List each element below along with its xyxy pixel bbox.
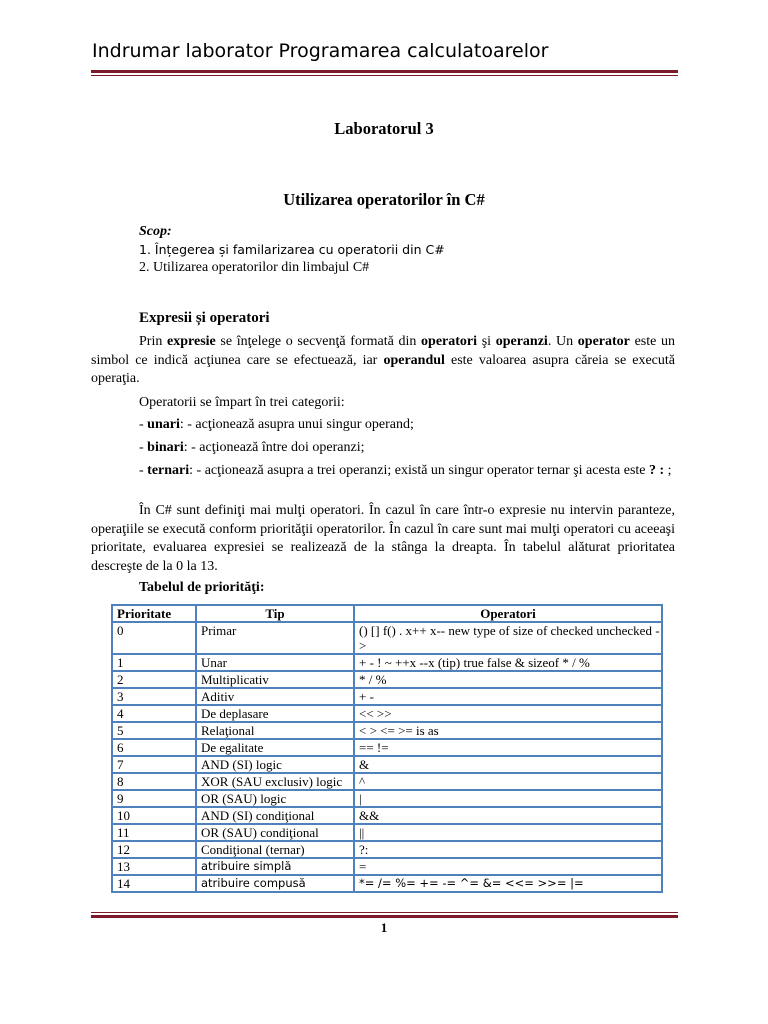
cell-operators: & (354, 756, 662, 773)
text: se înţelege o secvenţă formată din (215, 334, 422, 349)
table-row (112, 722, 662, 739)
cell-operators: || (354, 824, 662, 841)
cell-operators: | (354, 790, 662, 807)
text: este valoarea asupra căreia se execută operaţia. (91, 352, 676, 386)
footer-rule (91, 915, 678, 918)
cell-operators: *= /= %= += -= ^= &= <<= >>= |= (354, 875, 662, 892)
cell-priority: 3 (112, 688, 196, 705)
ternary-operator: ? : (649, 463, 665, 478)
scope-label: Scop: (139, 224, 172, 239)
term-operanzi: operanzi (495, 334, 548, 349)
cell-operators: << >> (354, 705, 662, 722)
table-row (112, 622, 662, 654)
document-title: Utilizarea operatorilor în C# (283, 190, 485, 209)
cell-type: OR (SAU) condiţional (196, 824, 354, 841)
cell-type: Aditiv (196, 688, 354, 705)
paragraph-expresii (91, 333, 675, 389)
text: Prin (139, 334, 168, 349)
table-row (112, 858, 662, 875)
term-operator: operator (577, 334, 630, 349)
cell-priority: 6 (112, 739, 196, 756)
cell-type: AND (SI) logic (196, 756, 354, 773)
term-unari: unari (147, 417, 180, 432)
scope-item-2: 2. Utilizarea operatorilor din limbajul C# (139, 260, 370, 275)
text: ; (664, 463, 672, 478)
cell-priority: 7 (112, 756, 196, 773)
cell-priority: 1 (112, 654, 196, 671)
cell-priority: 12 (112, 841, 196, 858)
cell-type: Multiplicativ (196, 671, 354, 688)
table-row (112, 841, 662, 858)
section-title: Expresii și operatori (139, 310, 270, 326)
category-unari (139, 416, 414, 435)
header-tip: Tip (196, 605, 354, 622)
category-ternari (91, 462, 675, 481)
text: : - acţionează asupra a trei operanzi; există un singur operator ternar şi acesta este (189, 463, 649, 478)
priority-table (111, 604, 663, 893)
text: - (139, 463, 148, 478)
cell-operators: ?: (354, 841, 662, 858)
page-number: 1 (380, 920, 388, 935)
cell-type: AND (SI) condiţional (196, 807, 354, 824)
cell-priority: 2 (112, 671, 196, 688)
cell-priority: 9 (112, 790, 196, 807)
cell-priority: 13 (112, 858, 196, 875)
header-rule (91, 70, 678, 73)
table-row (112, 756, 662, 773)
cell-priority: 14 (112, 875, 196, 892)
cell-operators: ^ (354, 773, 662, 790)
text: . Un (547, 334, 578, 349)
cell-priority: 10 (112, 807, 196, 824)
cell-type: Primar (196, 622, 354, 654)
text: - (139, 417, 148, 432)
cell-priority: 11 (112, 824, 196, 841)
text: şi (477, 334, 496, 349)
text: este un simbol ce indică acţiunea care se efectuează, iar (91, 334, 675, 368)
text: - (139, 440, 148, 455)
cell-operators: + - (354, 688, 662, 705)
lab-title: Laboratorul 3 (334, 119, 434, 138)
cell-priority: 4 (112, 705, 196, 722)
paragraph-prioritate: În C# sunt definiţi mai mulţi operatori. În cazul în care într-o expresie nu intervin paranteze, operaţiile se execută conform priorităţii operatorilor. În cazul în care sunt mai mulţi operatori cu aceeaşi prioritate, evaluarea expresiei se realizează de la stânga la dreapta. În tabelul alăturat prioritatea descreşte de la 0 la 13. (91, 503, 675, 574)
text: : - acţionează asupra unui singur operand; (179, 417, 414, 432)
cell-type: Relaţional (196, 722, 354, 739)
table-row (112, 688, 662, 705)
text: : - acţionează între doi operanzi; (183, 440, 365, 455)
category-binari (139, 439, 365, 458)
cell-operators: * / % (354, 671, 662, 688)
cell-operators: = (354, 858, 662, 875)
cell-priority: 0 (112, 622, 196, 654)
table-caption: Tabelul de priorităţi: (139, 580, 265, 595)
cell-priority: 5 (112, 722, 196, 739)
cell-type: De deplasare (196, 705, 354, 722)
scope-item-1: 1. Înțegerea și familarizarea cu operatorii din C# (139, 242, 445, 257)
cell-operators: == != (354, 739, 662, 756)
cell-type: XOR (SAU exclusiv) logic (196, 773, 354, 790)
cell-operators: () [] f() . x++ x-- new type of size of checked unchecked -> (354, 622, 662, 654)
header-rule-thin (91, 75, 678, 76)
cell-type: OR (SAU) logic (196, 790, 354, 807)
cell-type: atribuire compusă (196, 875, 354, 892)
footer-rule-thin (91, 912, 678, 913)
cell-priority: 8 (112, 773, 196, 790)
table-row (112, 705, 662, 722)
categories-intro: Operatorii se împart în trei categorii: (139, 395, 345, 410)
term-expresie: expresie (167, 334, 216, 349)
running-header: Indrumar laborator Programarea calculatoarelor (92, 40, 549, 62)
term-operandul: operandul (383, 352, 445, 368)
table-header-row (112, 605, 662, 622)
cell-type: De egalitate (196, 739, 354, 756)
header-prioritate: Prioritate (112, 605, 196, 622)
table-row (112, 739, 662, 756)
term-operatori: operatori (421, 334, 478, 349)
table-row (112, 807, 662, 824)
cell-type: atribuire simplă (196, 858, 354, 875)
header-operatori: Operatori (354, 605, 662, 622)
table-row (112, 790, 662, 807)
cell-operators: < > <= >= is as (354, 722, 662, 739)
cell-type: Condiţional (ternar) (196, 841, 354, 858)
table-row (112, 875, 662, 892)
table-row (112, 824, 662, 841)
table-row (112, 671, 662, 688)
cell-type: Unar (196, 654, 354, 671)
cell-operators: + - ! ~ ++x --x (tip) true false & sizeof * / % (354, 654, 662, 671)
table-row (112, 654, 662, 671)
table-row (112, 773, 662, 790)
cell-operators: && (354, 807, 662, 824)
term-binari: binari (147, 440, 184, 455)
term-ternari: ternari (147, 463, 190, 478)
scope-block (139, 223, 445, 277)
